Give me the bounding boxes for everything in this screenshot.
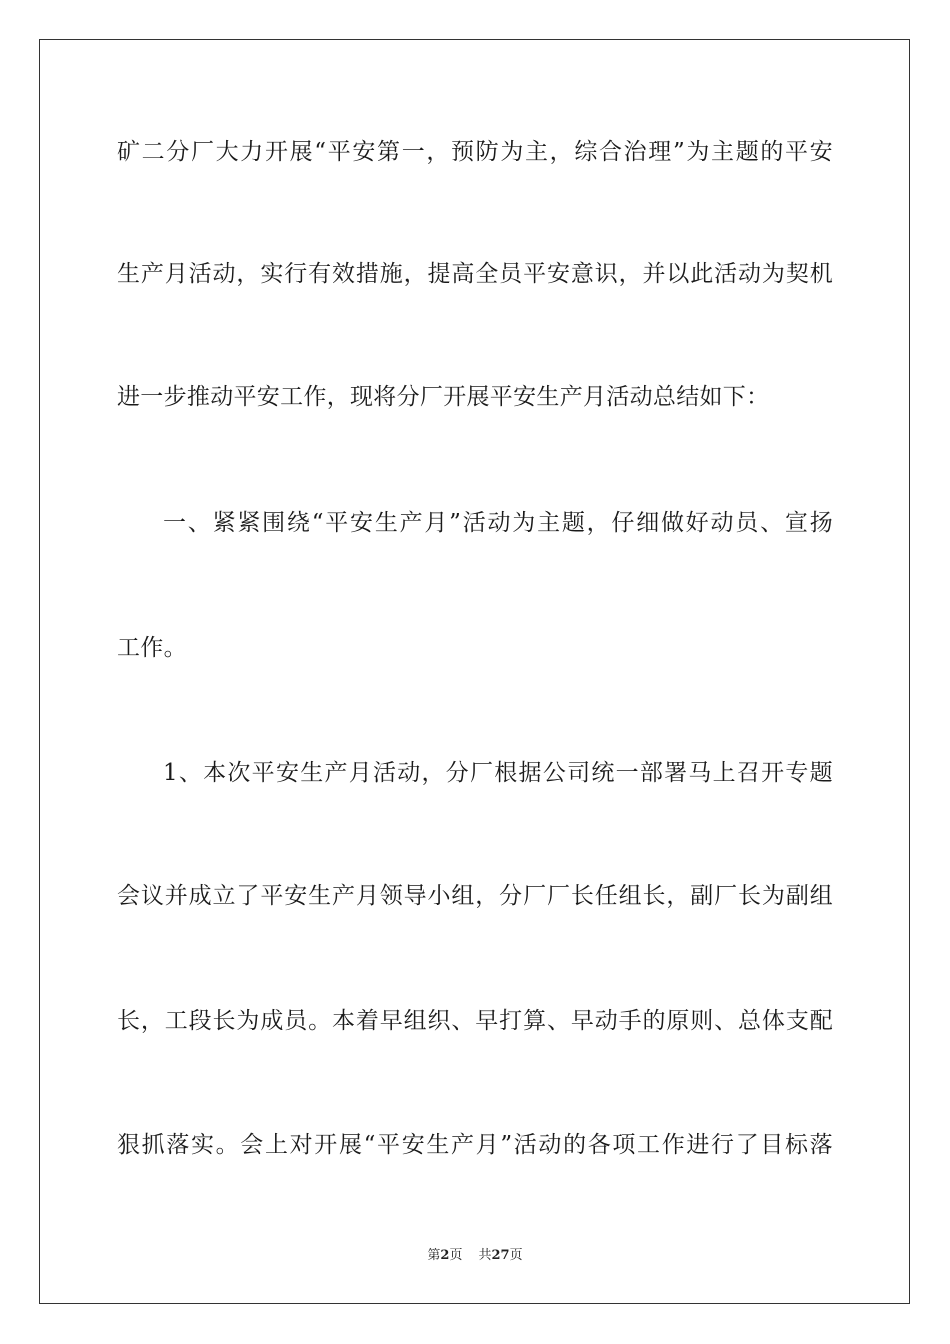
page-prefix: 第 (427, 1248, 441, 1263)
page-suffix: 页 (449, 1248, 463, 1263)
body-line-7: 会议并成立了平安生产月领导小组，分厂厂长任组长，副厂长为副组 (117, 883, 833, 909)
body-line-1: 矿二分厂大力开展“平安第一，预防为主，综合治理”为主题的平安 (117, 139, 833, 165)
body-line-3: 进一步推动平安工作，现将分厂开展平安生产月活动总结如下： (117, 384, 770, 410)
section-heading-line-2: 工作。 (117, 635, 187, 661)
total-suffix: 页 (509, 1248, 523, 1263)
total-prefix: 共 (478, 1248, 492, 1263)
page-number: 2 (440, 1248, 450, 1263)
total-pages: 27 (491, 1248, 510, 1263)
body-line-2: 生产月活动，实行有效措施，提高全员平安意识，并以此活动为契机 (117, 261, 833, 287)
page-border (39, 39, 910, 1304)
section-heading-line-1: 一、紧紧围绕“平安生产月”活动为主题，仔细做好动员、宣扬 (163, 510, 833, 536)
body-line-9: 狠抓落实。会上对开展“平安生产月”活动的各项工作进行了目标落 (117, 1132, 833, 1158)
body-line-6: 1、本次平安生产月活动，分厂根据公司统一部署马上召开专题 (163, 760, 833, 786)
page-footer (0, 1247, 950, 1265)
body-line-8: 长，工段长为成员。本着早组织、早打算、早动手的原则、总体支配 (117, 1008, 833, 1034)
